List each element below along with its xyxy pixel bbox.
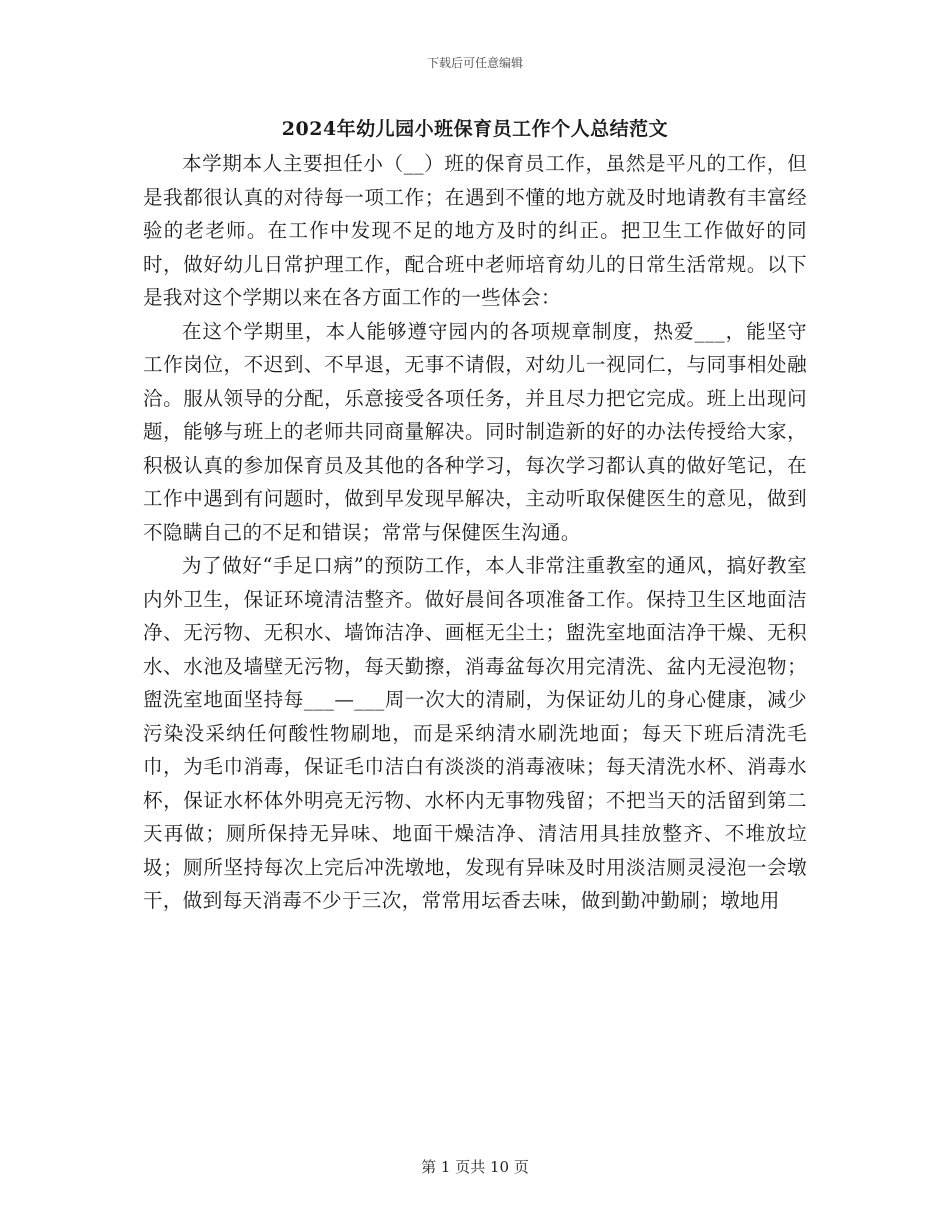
header-note: 下载后可任意编辑 [426, 56, 523, 70]
document-body [143, 147, 807, 918]
page-number: 第 1 页共 10 页 [421, 1158, 529, 1176]
paragraph-1: 本学期本人主要担任小（__）班的保育员工作，虽然是平凡的工作，但是我都很认真的对待每一项工作；在遇到不懂的地方就及时地请教有丰富经验的老老师。在工作中发现不足的地方及时的纠正。把卫生工作做好的同时，做好幼儿日常护理工作，配合班中老师培育幼儿的日常生活常规。以下是我对这个学期以来在各方面工作的一些体会： [143, 152, 807, 309]
document-title: 2024年幼儿园小班保育员工作个人总结范文 [281, 118, 669, 140]
paragraph-2: 在这个学期里，本人能够遵守园内的各项规章制度，热爱___，能坚守工作岗位，不迟到、不早退，无事不请假，对幼儿一视同仁，与同事相处融洽。服从领导的分配，乐意接受各项任务，并且尽力把它完成。班上出现问题，能够与班上的老师共同商量解决。同时制造新的好的办法传授给大家，积极认真的参加保育员及其他的各种学习，每次学习都认真的做好笔记，在工作中遇到有问题时，做到早发现早解决，主动听取保健医生的意见，做到不隐瞒自己的不足和错误；常常与保健医生沟通。 [143, 319, 807, 544]
paragraph-3: 为了做好“手足口病”的预防工作，本人非常注重教室的通风，搞好教室内外卫生，保证环境清洁整齐。做好晨间各项准备工作。保持卫生区地面洁净、无污物、无积水、墙饰洁净、画框无尘土；盥洗室地面洁净干燥、无积水、水池及墙壁无污物，每天勤擦，消毒盆每次用完清洗、盆内无浸泡物；盥洗室地面坚持每___—___周一次大的清刷，为保证幼儿的身心健康，减少污染没采纳任何酸性物刷地，而是采纳清水刷洗地面；每天下班后清洗毛巾，为毛巾消毒，保证毛巾洁白有淡淡的消毒液味；每天清洗水杯、消毒水杯，保证水杯体外明亮无污物、水杯内无事物残留；不把当天的活留到第二天再做；厕所保持无异味、地面干燥洁净、清洁用具挂放整齐、不堆放垃圾；厕所坚持每次上完后冲洗墩地，发现有异味及时用淡洁厕灵浸泡一会墩干，做到每天消毒不少于三次，常常用坛香去味，做到勤冲勤刷；墩地用 [143, 554, 807, 912]
